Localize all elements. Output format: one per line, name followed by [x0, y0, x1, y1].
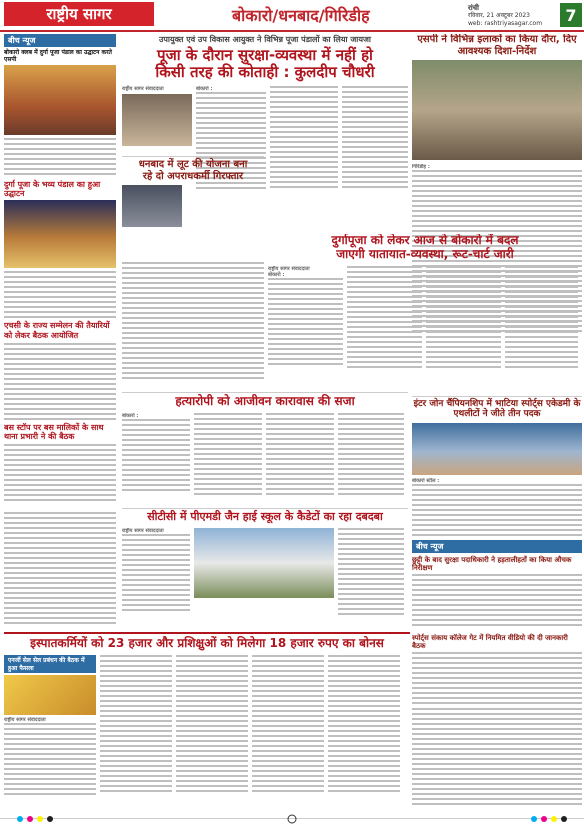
sp-visit-photo — [412, 60, 582, 160]
right-section-header: बीच न्यूज — [412, 540, 582, 553]
left-lower-story — [4, 512, 116, 628]
masthead — [0, 0, 584, 30]
bonus-body-col1 — [4, 717, 96, 802]
left-article2-body — [4, 271, 116, 321]
left-section-header: बीच न्यूज — [4, 34, 116, 47]
traffic-body-col1 — [268, 266, 343, 376]
brief2-headline: स्पोर्ट्स संकाय कॉलेज गेट में नियमित वीडियो की दी जानकारी बैठक — [412, 634, 568, 651]
left-column — [4, 34, 116, 509]
edition-title: बोकारो/धनबाद/गिरिडीह — [232, 6, 370, 25]
lead-photo — [122, 94, 192, 146]
print-footer — [0, 812, 584, 827]
dateline-block — [468, 4, 548, 28]
bonus-body-col5 — [328, 655, 400, 800]
bonus-body-col2 — [100, 655, 172, 800]
athletes-photo — [412, 423, 582, 475]
cadets-body-col1 — [122, 528, 190, 623]
bonus-money-photo — [4, 675, 96, 715]
brief1-body — [412, 574, 582, 632]
dhanbad-headline-line2: रहे दो अपराधकर्मी गिरफ्तार — [142, 170, 244, 182]
right-bottom-body — [412, 708, 582, 810]
right-briefs — [412, 540, 582, 705]
lead-headline-line1: पूजा के दौरान सुरक्षा-व्यवस्था में नहीं हो — [157, 46, 373, 64]
brief1-headline: छुट्टी के बाद सुरक्षा पदाधिकारी ने हड़तालीहतों का किया औचक निरीक्षण — [412, 556, 572, 573]
left-article2-headline: एचसी के राज्य सम्मेलन की तैयारियों को लेकर बैठक आयोजित — [4, 321, 110, 340]
cadets-headline: सीटीसी में पीएमडी जैन हाई स्कूल के कैडेटों का रहा दबदबा — [147, 510, 383, 523]
masthead-rule — [0, 30, 584, 32]
traffic-dateline: बोकारो : — [268, 271, 285, 278]
page-number: 7 — [560, 3, 582, 27]
traffic-headline-line2: जाएगी यातायात-व्यवस्था, रूट-चार्ट जारी — [336, 246, 514, 261]
bonus-body-col3 — [176, 655, 248, 800]
durga-idol-photo — [4, 65, 116, 135]
bonus-sidebar: एनर्जी सेल सेल प्रबंधन की बैठक में हुआ फैसला — [4, 655, 96, 673]
right-dateline: गिरिडीह : — [412, 164, 430, 170]
lead-headline-line2: किसी तरह की कोताही : कुलदीप चौधरी — [155, 63, 375, 82]
left-article1-body — [4, 138, 116, 178]
right-headline: एसपी ने विभिन्न इलाकों का किया दौरा, दिए आवश्यक दिशा-निर्देश — [417, 34, 577, 57]
murder-body-col3 — [266, 413, 334, 501]
bonus-headline: इस्पातकर्मियों को 23 हजार और प्रशिक्षुओं को मिलेगा 18 हजार रुपए का बोनस — [30, 636, 384, 650]
traffic-body-col3 — [426, 266, 501, 376]
interzone-story — [412, 396, 582, 537]
lead-byline: राष्ट्रीय सागर संवाददाता — [122, 85, 164, 92]
dhanbad-story — [122, 156, 264, 257]
lead-deck: उपायुक्त एवं उप विकास आयुक्त ने विभिन्न पूजा पंडालों का लिया जायजा — [159, 35, 371, 44]
pandal-photo — [4, 200, 116, 268]
arrest-photo — [122, 185, 182, 227]
cadets-byline: राष्ट्रीय सागर संवाददाता — [122, 527, 164, 534]
murder-story — [122, 392, 408, 505]
traffic-body-col4 — [505, 266, 578, 376]
left-top-caption: बोकारो क्लब में दुर्गा पूजा पंडाल का उद्घाटन करते एसपी — [4, 49, 112, 63]
murder-dateline: बोकारो : — [122, 412, 139, 419]
cadets-body-col2 — [338, 528, 404, 623]
interzone-headline: इंटर जोन चैंपियनशिप में भाटिया स्पोर्ट्स एकेडमी के एथलीटों ने जीते तीन पदक — [413, 399, 581, 420]
issue-date: रविवार, 21 अक्टूबर 2023 — [468, 12, 530, 19]
bonus-story — [4, 632, 410, 812]
left-article3-headline: बस स्टॉप पर बस मालिकों के साथ थाना प्रभारी ने की बैठक — [4, 422, 104, 441]
website-url: web: rashtriyasagar.com — [468, 20, 543, 27]
traffic-story — [268, 234, 582, 394]
brief2-body — [412, 652, 582, 705]
mid-left-body — [122, 262, 264, 387]
lead-dateline: बोकारो : — [196, 85, 213, 92]
registration-marks — [0, 812, 584, 827]
lead-body-col3 — [342, 86, 408, 196]
left-article3-body — [4, 444, 116, 504]
traffic-body-col2 — [347, 266, 422, 376]
cadets-photo — [194, 528, 334, 598]
lead-body-col2 — [270, 86, 338, 196]
right-bottom-story — [412, 708, 582, 810]
left-lower-body — [4, 512, 116, 628]
traffic-byline: राष्ट्रीय सागर संवाददाता — [268, 265, 310, 272]
left-article2b-body — [4, 343, 116, 423]
cadets-story — [122, 508, 408, 629]
murder-body-col1 — [122, 413, 190, 501]
bonus-byline: राष्ट्रीय सागर संवाददाता — [4, 716, 46, 723]
bonus-body-col4 — [252, 655, 324, 800]
murder-body-col2 — [194, 413, 262, 501]
mid-left-story — [122, 262, 264, 387]
city-name: रांची — [468, 4, 479, 12]
traffic-headline-line1: दुर्गापूजा को लेकर आज से बोकारो में बदल — [331, 234, 519, 247]
newspaper-brand: राष्ट्रीय सागर — [4, 2, 154, 26]
left-article1-headline: दुर्गा पूजा के भव्य पंडाल का हुआ उद्घाटन — [4, 180, 101, 199]
murder-headline: हत्यारोपी को आजीवन कारावास की सजा — [175, 394, 355, 408]
interzone-dateline: बोकारो स्टील : — [412, 477, 440, 484]
dhanbad-headline-line1: धनबाद में लूट की योजना बना — [138, 159, 248, 170]
interzone-body — [412, 478, 582, 537]
murder-body-col4 — [338, 413, 404, 501]
